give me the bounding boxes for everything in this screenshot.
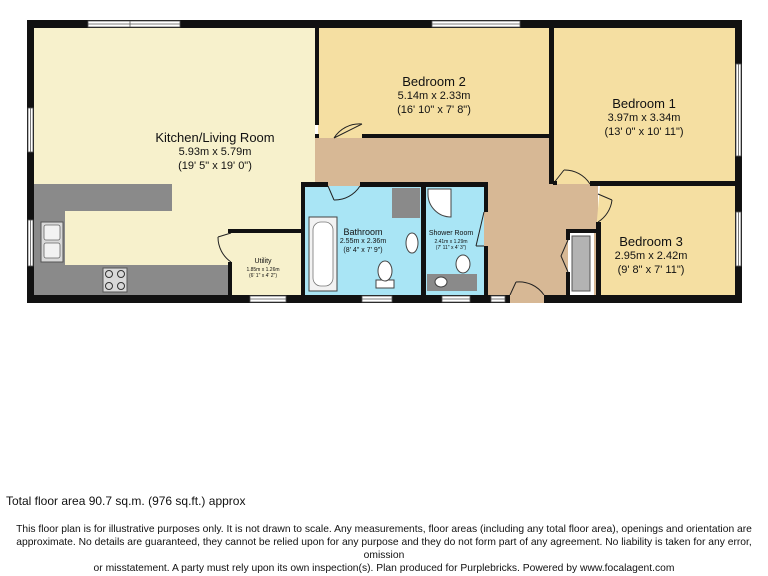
room-name: Bedroom 2 (402, 74, 466, 89)
interior-wall (301, 182, 328, 187)
toilet-bowl (378, 261, 392, 281)
disclaimer-line: approximate. No details are guaranteed, they cannot be relied upon for any purpose and they do not form part of any agreement. No liability is taken for any error, omission (16, 537, 752, 561)
interior-wall (553, 181, 557, 185)
room-label-utility (236, 258, 290, 279)
room-name: Bedroom 3 (619, 234, 683, 249)
interior-wall (315, 27, 319, 125)
cupboard-unit (572, 236, 590, 291)
interior-wall (228, 262, 232, 297)
bathroom-basin (406, 233, 418, 253)
shower-vanity (427, 274, 477, 291)
shower-room-basin (435, 277, 447, 287)
room-metric: 2.55m x 2.36m (339, 238, 387, 246)
room-imperial: (19' 5" x 19' 0") (178, 160, 252, 172)
room-name: Shower Room (428, 230, 474, 237)
room-label-bedroom-3 (602, 234, 700, 278)
bathroom-cabinet (392, 188, 420, 218)
sink-bowl-1 (44, 225, 60, 240)
room-metric: 5.93m x 5.79m (178, 146, 252, 159)
disclaimer-line: or misstatement. A party must rely upon its own inspection(s). Plan produced for Purplebricks. Powered by www.focalagent.com (93, 563, 675, 574)
interior-wall (566, 229, 600, 233)
room-metric: 2.41m x 1.29m (434, 238, 468, 245)
room-metric: 5.14m x 2.33m (397, 90, 471, 103)
room-label-kitchen-living (110, 130, 320, 174)
disclaimer (0, 523, 768, 575)
room-name: Kitchen/Living Room (155, 130, 275, 145)
room-imperial: (16' 10" x 7' 8") (397, 104, 471, 116)
interior-wall (566, 229, 570, 240)
room-label-shower-room (426, 230, 476, 251)
room-metric: 3.97m x 3.34m (607, 112, 681, 125)
shower-room-toilet (456, 255, 470, 273)
interior-wall (228, 229, 305, 233)
interior-wall (301, 182, 305, 297)
total-floor-area: Total floor area 90.7 sq.m. (976 sq.ft.) approx (6, 494, 246, 508)
interior-wall (484, 182, 488, 212)
room-imperial: (7' 11" x 4' 3") (435, 245, 467, 251)
room-label-bathroom (328, 227, 398, 256)
room-label-bedroom-1 (574, 96, 714, 140)
interior-wall (362, 134, 552, 138)
interior-wall (484, 246, 488, 297)
front-door-opening (510, 295, 544, 303)
room-metric: 1.85m x 1.26m (246, 266, 280, 273)
room-imperial: (8' 4" x 7' 9") (343, 247, 383, 254)
sink-bowl-2 (44, 243, 60, 258)
room-label-bedroom-2 (364, 74, 504, 118)
disclaimer-line: This floor plan is for illustrative purposes only. It is not drawn to scale. Any measurements, floor areas (including any total floor area), openings and orientation are (16, 524, 752, 535)
room-imperial: (13' 0" x 10' 11") (604, 126, 684, 138)
interior-wall (590, 181, 738, 186)
room-imperial: (6' 1" x 4' 2") (249, 273, 277, 279)
interior-wall (566, 272, 570, 295)
room-name: Bathroom (343, 227, 383, 237)
room-imperial: (9' 8" x 7' 11") (617, 264, 685, 276)
room-metric: 2.95m x 2.42m (614, 250, 688, 263)
interior-wall (549, 27, 554, 184)
room-name: Bedroom 1 (612, 96, 676, 111)
room-name: Utility (254, 258, 272, 265)
